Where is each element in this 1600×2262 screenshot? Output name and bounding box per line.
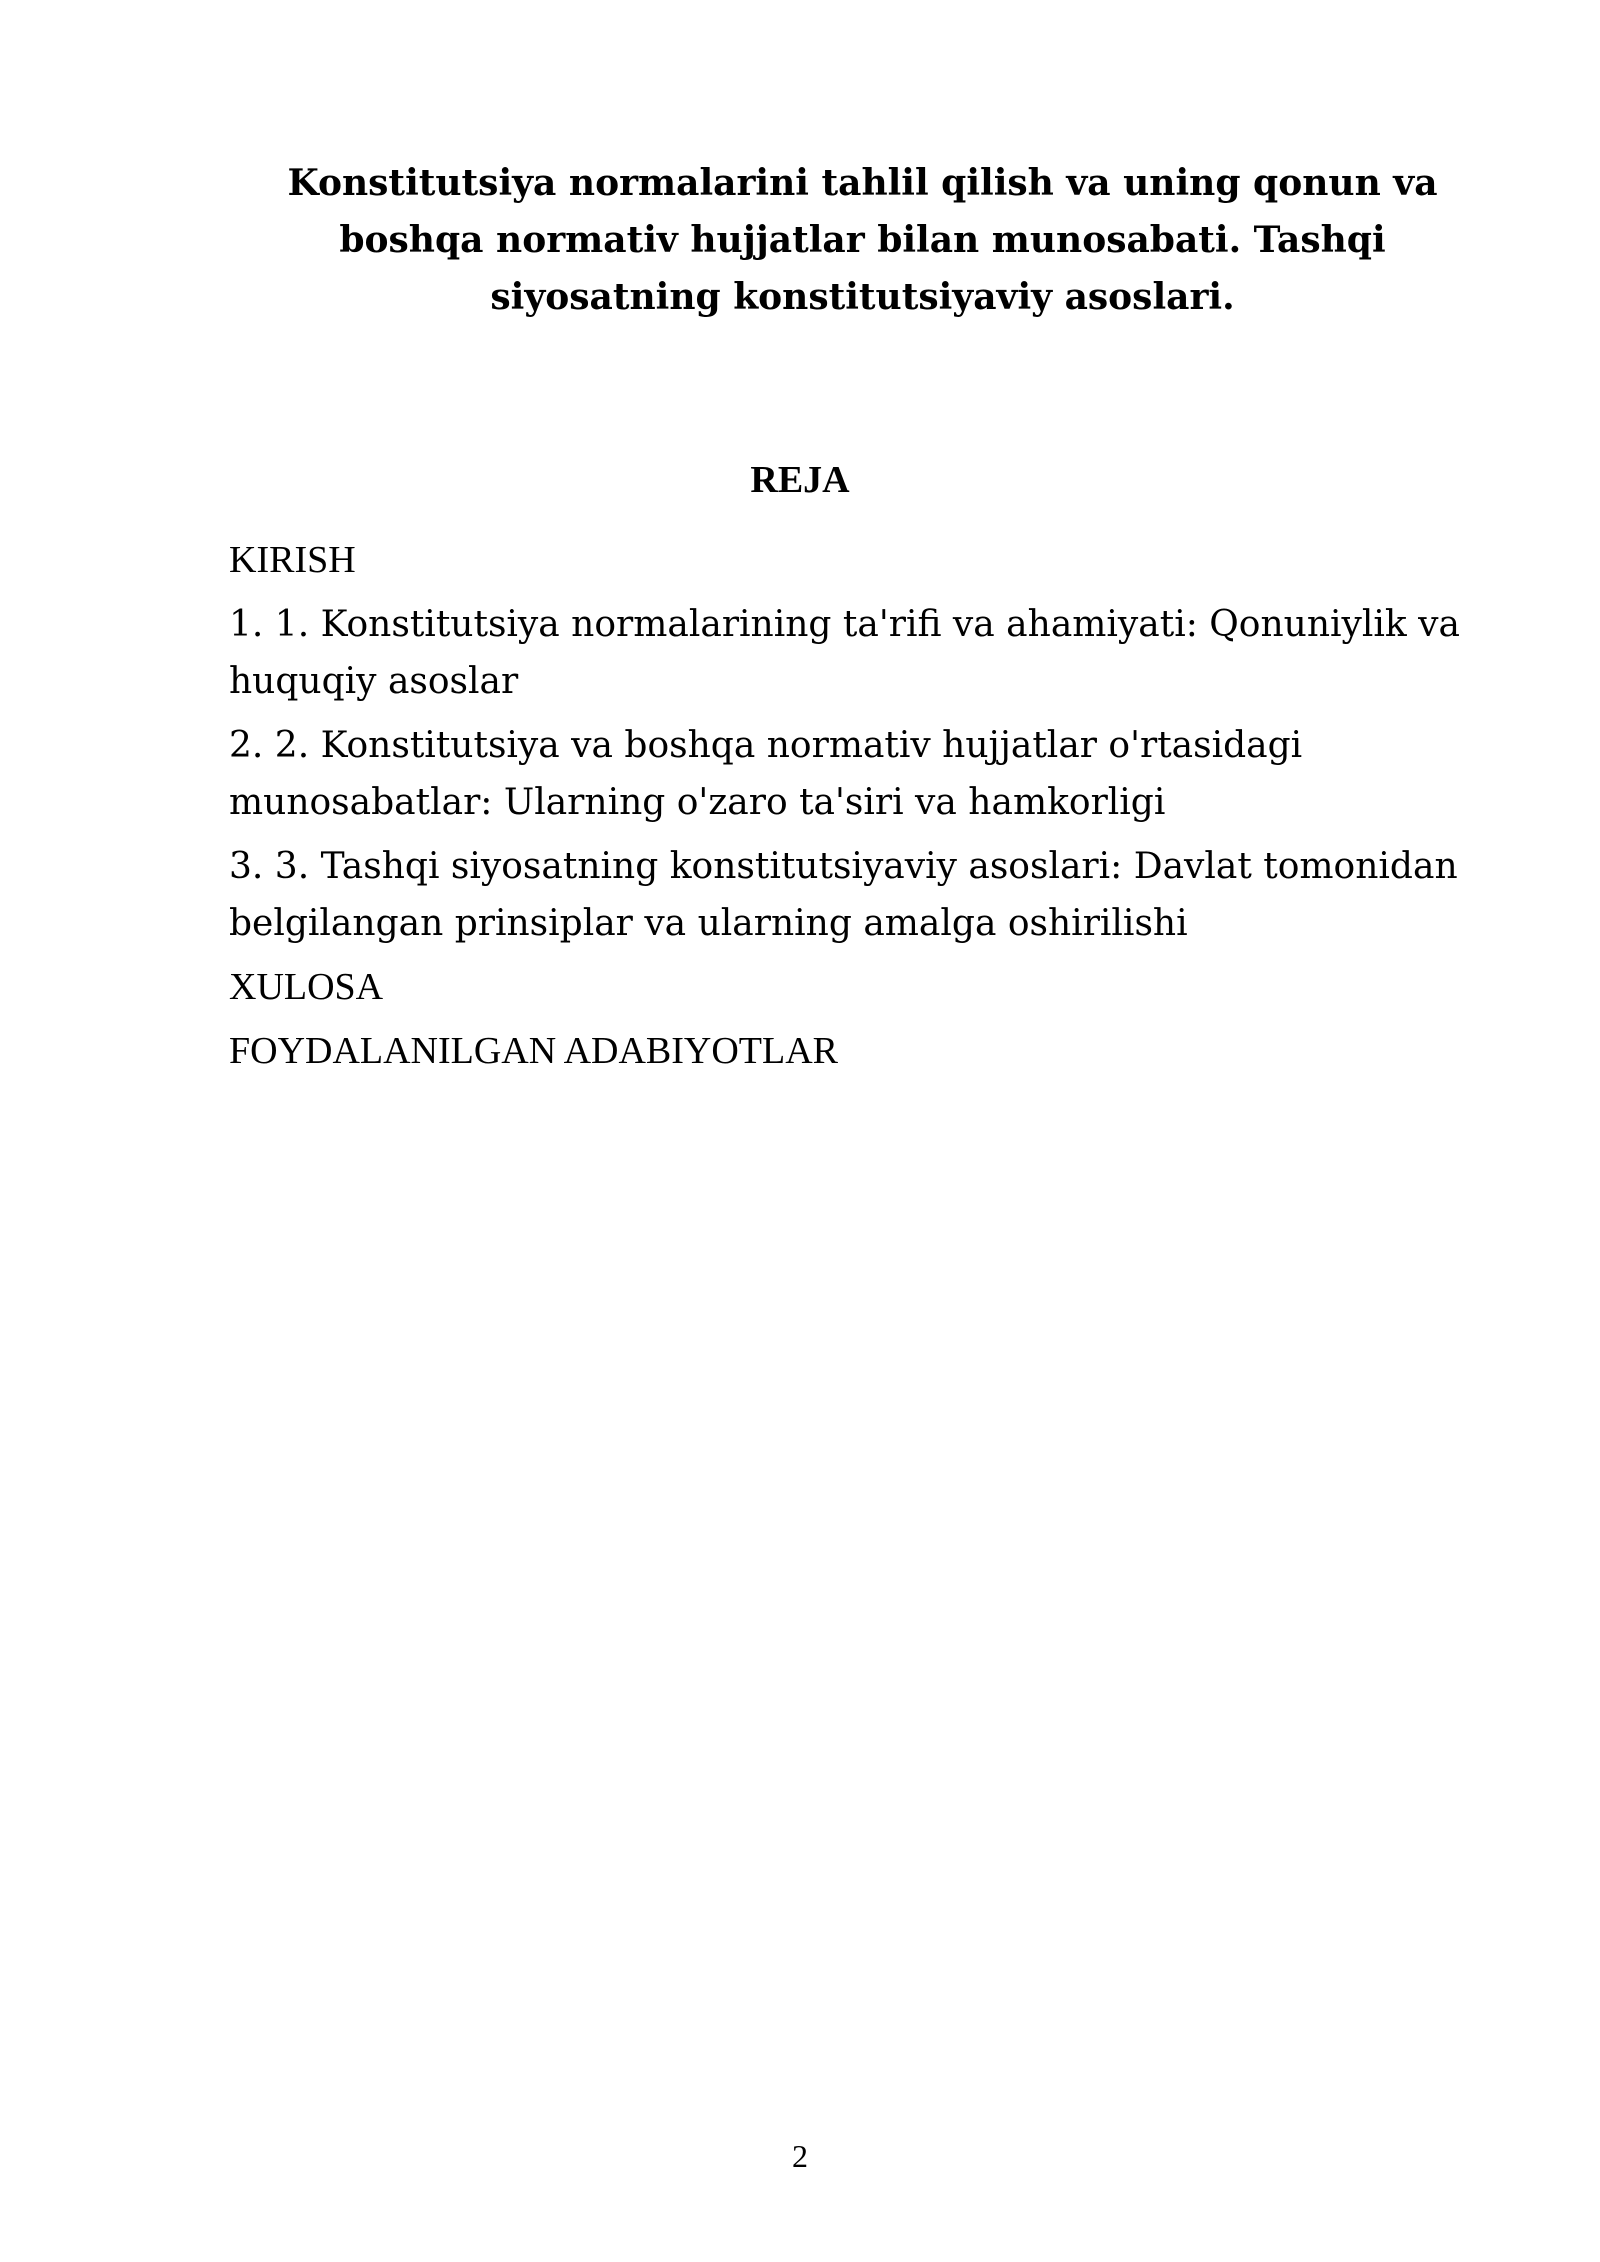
plan-item-3: 3. 3. Tashqi siyosatning konstitutsiyaviy asoslari: Davlat tomonidan belgilangan prinsiplar va ularning amalga oshirilishi xyxy=(229,846,1458,944)
plan-item-introduction: KIRISH xyxy=(229,539,356,581)
page-number: 2 xyxy=(792,2138,808,2174)
plan-heading: REJA xyxy=(750,459,850,501)
document-title: Konstitutsiya normalarini tahlil qilish va uning qonun va boshqa normativ hujjatlar bilan munosabati. Tashqi siyosatning konstitutsiyaviy asoslari. xyxy=(287,162,1438,318)
plan-item-2: 2. 2. Konstitutsiya va boshqa normativ hujjatlar o'rtasidagi munosabatlar: Ularning o'zaro ta'siri va hamkorligi xyxy=(229,725,1303,823)
plan-item-references: FOYDALANILGAN ADABIYOTLAR xyxy=(229,1030,839,1072)
plan-item-1: 1. 1. Konstitutsiya normalarining ta'rifi va ahamiyati: Qonuniylik va huquqiy asoslar xyxy=(229,604,1460,702)
plan-list xyxy=(229,532,1499,1087)
plan-item-conclusion: XULOSA xyxy=(229,966,384,1008)
